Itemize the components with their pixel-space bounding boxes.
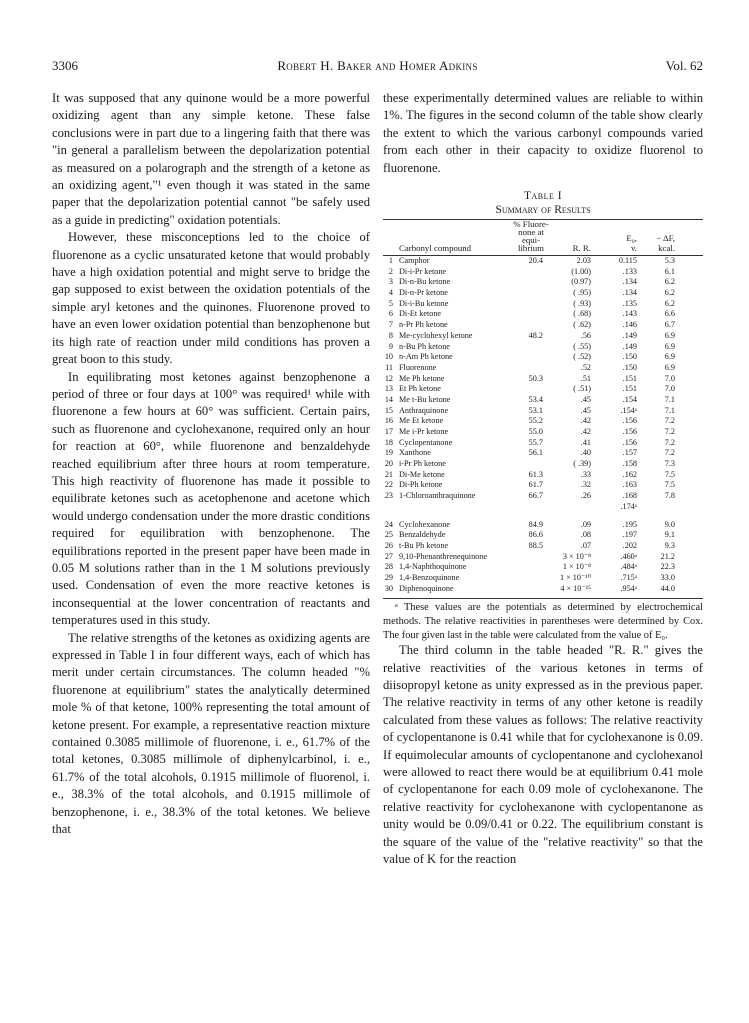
potential-e0: .134 <box>622 288 637 298</box>
header-df-2: kcal. <box>658 243 675 254</box>
fluorenone-percent: 55.2 <box>528 416 543 426</box>
compound-name: Benzaldehyde <box>399 530 446 540</box>
row-number: 24 <box>384 519 393 529</box>
relative-reactivity: .56 <box>580 330 591 340</box>
potential-e0: .135 <box>622 298 637 308</box>
row-number: 17 <box>384 427 393 437</box>
table-row <box>383 562 703 573</box>
free-energy: 7.2 <box>664 416 675 426</box>
table-row <box>383 406 703 417</box>
potential-e0: 0.115 <box>618 256 637 266</box>
volume-label: Vol. 62 <box>665 58 703 73</box>
table-row <box>383 584 703 595</box>
relative-reactivity: 2.03 <box>576 256 591 266</box>
relative-reactivity: .33 <box>580 469 591 479</box>
fluorenone-percent: 56.1 <box>528 448 543 458</box>
table-row <box>383 470 703 481</box>
row-number: 11 <box>385 362 393 372</box>
fluorenone-percent: 88.5 <box>528 540 543 550</box>
potential-e0: .149 <box>622 330 637 340</box>
table-row <box>383 256 703 267</box>
row-number: 12 <box>384 373 393 383</box>
free-energy: 6.7 <box>664 320 675 330</box>
compound-name: Me i-Pr ketone <box>399 427 449 437</box>
free-energy: 9.1 <box>664 530 675 540</box>
row-number: 29 <box>384 572 393 582</box>
relative-reactivity: .42 <box>580 416 591 426</box>
free-energy: 7.2 <box>664 437 675 447</box>
fluorenone-percent: 61.7 <box>528 480 543 490</box>
header-pct-3: equi- <box>521 235 541 246</box>
table-row <box>383 277 703 288</box>
compound-name: 1,4-Benzoquinone <box>399 572 460 582</box>
relative-reactivity: ( .95) <box>573 288 591 298</box>
row-number: 14 <box>384 394 393 404</box>
table-body <box>383 256 703 594</box>
row-number: 13 <box>384 384 393 394</box>
row-number: 22 <box>384 480 393 490</box>
table-title: Table I <box>523 190 563 203</box>
relative-reactivity: .07 <box>580 540 591 550</box>
potential-e0: .157 <box>622 448 637 458</box>
fluorenone-percent: 53.4 <box>528 394 543 404</box>
table-row <box>383 363 703 374</box>
compound-name: n-Am Ph ketone <box>399 352 453 362</box>
compound-name: Di-i-Pr ketone <box>399 266 447 276</box>
relative-reactivity: ( .51) <box>573 384 591 394</box>
free-energy: 6.2 <box>664 298 675 308</box>
potential-e0: .151 <box>622 384 637 394</box>
table-row <box>383 427 703 438</box>
relative-reactivity: .42 <box>580 427 591 437</box>
relative-reactivity: ( .55) <box>573 341 591 351</box>
compound-name: Di-i-Bu ketone <box>399 298 449 308</box>
potential-e0: .143 <box>622 309 637 319</box>
row-number: 21 <box>384 469 393 479</box>
paragraph: The third column in the table headed "R. R." gives the relative reactivities of the various ketones in terms of diisopropyl ketone as unity expressed as in the previous paper. The relative reactivity in terms of any other ketone is readily calculated from these values as follows: The relative reactivity of cyclopentanone is 0.41 while that for cyclohexanone is 0.09. If equimolecular amounts of cyclopentanone and cyclohexanol were allowed to react there would be at equilibrium 0.41 mole of cyclopentanone for each 0.09 mole of cyclohexanone. The relative reactivity for cyclohexanone with cyclopentanone as unity would be 0.09/0.41 or 0.22. The equilibrium constant is the square of the value of the "relative reactivity" so that the value of K for the reaction <box>383 643 703 866</box>
free-energy: 7.1 <box>664 394 675 404</box>
paragraph: However, these misconceptions led to the choice of fluorenone as a cyclic unsaturated ketone that would probably have a high oxidation potential and might serve to bridge the gap supposed to exist between the oxidation potentials of the simple aryl ketones and the quinones. Fluorenone proved to have an even lower oxidation potential than benzophenone but its high rate of reaction under mild conditions has proven a great boon to this study. <box>52 230 370 367</box>
header-e0-2: v. <box>630 243 637 254</box>
fluorenone-percent: 61.3 <box>528 469 543 479</box>
free-energy: 6.9 <box>664 352 675 362</box>
table-footnote: ᵃ These values are the potentials as determined by electrochemical methods. The relative reactivities in parentheses were determined by Cox. The four given last in the table were calculated from the value of E₀. <box>383 602 703 641</box>
row-number: 19 <box>384 448 393 458</box>
header-pct-1: % Fluore- <box>513 219 549 230</box>
compound-name: Di-n-Pr ketone <box>399 288 448 298</box>
table-rule <box>383 598 703 599</box>
free-energy: 22.3 <box>660 562 675 572</box>
header-pct-4: librium <box>518 243 544 254</box>
row-number: 23 <box>384 491 393 501</box>
potential-e0: .715ᵃ <box>620 572 637 582</box>
relative-reactivity: 3 × 10⁻⁸ <box>562 551 591 561</box>
table-row <box>383 331 703 342</box>
relative-reactivity: .41 <box>580 437 591 447</box>
fluorenone-percent: 50.3 <box>528 373 543 383</box>
potential-e0: .156 <box>622 416 637 426</box>
free-energy: 9.3 <box>664 540 675 550</box>
compound-name: Et Ph ketone <box>399 384 441 394</box>
fluorenone-percent: 53.1 <box>528 405 543 415</box>
free-energy: 7.3 <box>664 459 675 469</box>
compound-name: Diphenoquinone <box>399 583 454 593</box>
table-row <box>383 288 703 299</box>
potential-e0: .150 <box>622 352 637 362</box>
table-row <box>383 552 703 563</box>
row-number: 27 <box>384 551 393 561</box>
table-group-gap <box>383 513 703 520</box>
potential-e0: .156 <box>622 437 637 447</box>
potential-e0: .154ᵃ <box>620 405 637 415</box>
row-number: 18 <box>384 437 393 447</box>
potential-e0: .484ᵃ <box>620 562 637 572</box>
row-number: 6 <box>388 309 393 319</box>
relative-reactivity: (0.97) <box>571 277 591 287</box>
row-number: 20 <box>384 459 393 469</box>
table-row <box>383 448 703 459</box>
free-energy: 6.9 <box>664 341 675 351</box>
header-rr: R. R. <box>572 243 591 254</box>
free-energy: 7.0 <box>664 384 675 394</box>
row-number: 3 <box>388 277 393 287</box>
free-energy: 33.0 <box>660 572 675 582</box>
fluorenone-percent: 20.4 <box>528 256 543 266</box>
table-row <box>383 267 703 278</box>
paragraph: these experimentally determined values are reliable to within 1%. The figures in the second column of the table show clearly the extent to which the various carbonyl compounds varied from each other in their capacity to oxidize fluorenol to fluorenone. <box>383 91 703 175</box>
relative-reactivity: ( .68) <box>573 309 591 319</box>
free-energy: 6.9 <box>664 330 675 340</box>
potential-e0: .174ᵃ <box>620 501 637 511</box>
table-row <box>383 502 703 513</box>
row-number: 10 <box>384 352 393 362</box>
relative-reactivity: .40 <box>580 448 591 458</box>
row-number: 7 <box>388 320 393 330</box>
potential-e0: .146 <box>622 320 637 330</box>
row-number: 30 <box>384 583 393 593</box>
header-e0-1: E₀, <box>626 233 637 244</box>
compound-name: Camphor <box>399 256 430 266</box>
relative-reactivity: .08 <box>580 530 591 540</box>
potential-e0: .168 <box>622 491 637 501</box>
relative-reactivity: 1 × 10⁻⁸ <box>562 562 591 572</box>
free-energy: 7.5 <box>664 480 675 490</box>
potential-e0: .197 <box>622 530 637 540</box>
row-number: 16 <box>384 416 393 426</box>
compound-name: Fluorenone <box>399 362 437 372</box>
results-table <box>383 189 703 642</box>
table-row <box>383 320 703 331</box>
potential-e0: .195 <box>622 519 637 529</box>
compound-name: Di-Et ketone <box>399 309 442 319</box>
table-row <box>383 491 703 502</box>
fluorenone-percent: 66.7 <box>528 491 543 501</box>
table-row <box>383 342 703 353</box>
paragraph: In equilibrating most ketones against benzophenone a period of three or four days at 100° was required¹ while with fluorenone a few hours at 60° was sufficient. Certain pairs, such as fluorenone and cyclohexanone, required only an hour for reaction at 60°, while fluorenone and benzaldehyde reached equilibrium after three hours at room temperature. This high reactivity of fluorenone has made it possible to equilibrate ketones such as acetophenone and acetone which would undergo condensation under the more drastic conditions required for equilibration with benzophenone. The equilibrations reported in the present paper have been made in 0.05 M solutions rather than in the 1 M solutions previously used. Condensation of even the more reactive ketones is inconsequential at the lower concentration of reactants and temperatures used in this study. <box>52 369 370 628</box>
row-number: 25 <box>384 530 393 540</box>
compound-name: 1-Chloroanthraquinone <box>399 491 476 501</box>
potential-e0: .202 <box>622 540 637 550</box>
potential-e0: .954ᵃ <box>620 583 637 593</box>
potential-e0: .151 <box>622 373 637 383</box>
table-row <box>383 573 703 584</box>
table-row <box>383 395 703 406</box>
table-row <box>383 352 703 363</box>
relative-reactivity: .09 <box>580 519 591 529</box>
page-header <box>52 58 703 78</box>
free-energy: 6.2 <box>664 288 675 298</box>
relative-reactivity: .45 <box>580 394 591 404</box>
compound-name: i-Pr Ph ketone <box>399 459 446 469</box>
compound-name: t-Bu Ph ketone <box>399 540 449 550</box>
potential-e0: .163 <box>622 480 637 490</box>
table-subtitle: Summary of Results <box>495 204 591 217</box>
free-energy: 7.1 <box>664 405 675 415</box>
relative-reactivity: ( .62) <box>573 320 591 330</box>
row-number: 5 <box>388 298 393 308</box>
compound-name: Me Et ketone <box>399 416 444 426</box>
free-energy: 21.2 <box>660 551 675 561</box>
row-number: 2 <box>388 266 393 276</box>
potential-e0: .154 <box>622 394 637 404</box>
row-number: 9 <box>388 341 393 351</box>
row-number: 4 <box>388 288 393 298</box>
fluorenone-percent: 48.2 <box>528 330 543 340</box>
table-row <box>383 459 703 470</box>
relative-reactivity: ( .39) <box>573 459 591 469</box>
relative-reactivity: (1.00) <box>571 266 591 276</box>
relative-reactivity: ( .93) <box>573 298 591 308</box>
compound-name: 9,10-Phenanthrenequinone <box>399 551 487 561</box>
compound-name: Di-n-Bu ketone <box>399 277 451 287</box>
table-row <box>383 299 703 310</box>
right-column <box>383 90 703 868</box>
compound-name: Me t-Bu ketone <box>399 394 451 404</box>
potential-e0: .134 <box>622 277 637 287</box>
free-energy: 7.2 <box>664 448 675 458</box>
compound-name: Xanthone <box>399 448 431 458</box>
relative-reactivity: 1 × 10⁻¹⁰ <box>559 572 591 582</box>
relative-reactivity: .52 <box>580 362 591 372</box>
table-row <box>383 309 703 320</box>
header-df-1: − ΔF, <box>656 233 675 244</box>
potential-e0: .150 <box>622 362 637 372</box>
table-row <box>383 416 703 427</box>
table-header <box>383 220 703 256</box>
relative-reactivity: .51 <box>580 373 591 383</box>
potential-e0: .162 <box>622 469 637 479</box>
table-row <box>383 438 703 449</box>
relative-reactivity: ( .52) <box>573 352 591 362</box>
header-pct-2: none at <box>518 227 544 238</box>
potential-e0: .149 <box>622 341 637 351</box>
row-number: 28 <box>384 562 393 572</box>
compound-name: Me Ph ketone <box>399 373 445 383</box>
relative-reactivity: 4 × 10⁻¹⁵ <box>560 583 591 593</box>
row-number: 8 <box>388 330 393 340</box>
paragraph: It was supposed that any quinone would be a more powerful oxidizing agent than any simple ketone. These false conclusions were in part due to a lingering faith that there was "in general a parallelism between the depolarization potential as measured on a polarograph and the strength of a ketone as an oxidizing agent,"¹ even though it was stated in the same paper that the depolarization potential cannot "be safely used as a guide in predicting" oxidation potentials. <box>52 91 370 227</box>
fluorenone-percent: 55.7 <box>528 437 543 447</box>
left-column <box>52 90 370 838</box>
table-row <box>383 374 703 385</box>
relative-reactivity: .45 <box>580 405 591 415</box>
free-energy: 6.1 <box>664 266 675 276</box>
compound-name: Di-Me ketone <box>399 469 445 479</box>
compound-name: Cyclohexanone <box>399 519 450 529</box>
free-energy: 6.2 <box>664 277 675 287</box>
relative-reactivity: .26 <box>580 491 591 501</box>
free-energy: 44.0 <box>660 583 675 593</box>
free-energy: 9.0 <box>664 519 675 529</box>
free-energy: 6.6 <box>664 309 675 319</box>
free-energy: 7.8 <box>664 491 675 501</box>
table-row <box>383 530 703 541</box>
header-compound: Carbonyl compound <box>399 243 472 254</box>
potential-e0: .158 <box>622 459 637 469</box>
free-energy: 7.2 <box>664 427 675 437</box>
table-row <box>383 541 703 552</box>
row-number: 1 <box>388 256 393 266</box>
potential-e0: .156 <box>622 427 637 437</box>
potential-e0: .460ᵃ <box>620 551 637 561</box>
compound-name: 1,4-Naphthoquinone <box>399 562 467 572</box>
compound-name: n-Bu Ph ketone <box>399 341 450 351</box>
row-number: 15 <box>384 405 393 415</box>
table-row <box>383 480 703 491</box>
potential-e0: .133 <box>622 266 637 276</box>
paragraph: The relative strengths of the ketones as oxidizing agents are expressed in Table I in four different ways, each of which has merit under certain circumstances. The column headed "% fluorenone at equilibrium" states the analytically determined mole % of that ketone, 100% representing the total amount of ketone present. For example, a representative reaction mixture contained 0.3085 millimole of fluorenone, i. e., 61.7% of the total ketones, 0.3085 millimole of diphenylcarbinol, i. e., 61.7% of the total alcohols, 0.1915 millimole of fluorenol, i. e., 38.3% of the total alcohols, and 0.1915 millimole of benzophenone, i. e., 38.3% of the total ketones. We believe that <box>52 630 370 837</box>
free-energy: 5.3 <box>664 256 675 266</box>
fluorenone-percent: 84.9 <box>528 519 543 529</box>
relative-reactivity: .32 <box>580 480 591 490</box>
fluorenone-percent: 55.0 <box>528 427 543 437</box>
table-row <box>383 384 703 395</box>
table-row <box>383 520 703 531</box>
row-number: 26 <box>384 540 393 550</box>
fluorenone-percent: 86.6 <box>528 530 543 540</box>
free-energy: 7.0 <box>664 373 675 383</box>
compound-name: Di-Ph ketone <box>399 480 443 490</box>
compound-name: Me-cyclohexyl ketone <box>399 330 473 340</box>
page-number: 3306 <box>52 58 78 73</box>
running-head-authors: Robert H. Baker and Homer Adkins <box>277 58 478 73</box>
free-energy: 7.5 <box>664 469 675 479</box>
compound-name: Cyclopentanone <box>399 437 453 447</box>
compound-name: Anthraquinone <box>399 405 449 415</box>
compound-name: n-Pr Ph ketone <box>399 320 448 330</box>
free-energy: 6.9 <box>664 362 675 372</box>
